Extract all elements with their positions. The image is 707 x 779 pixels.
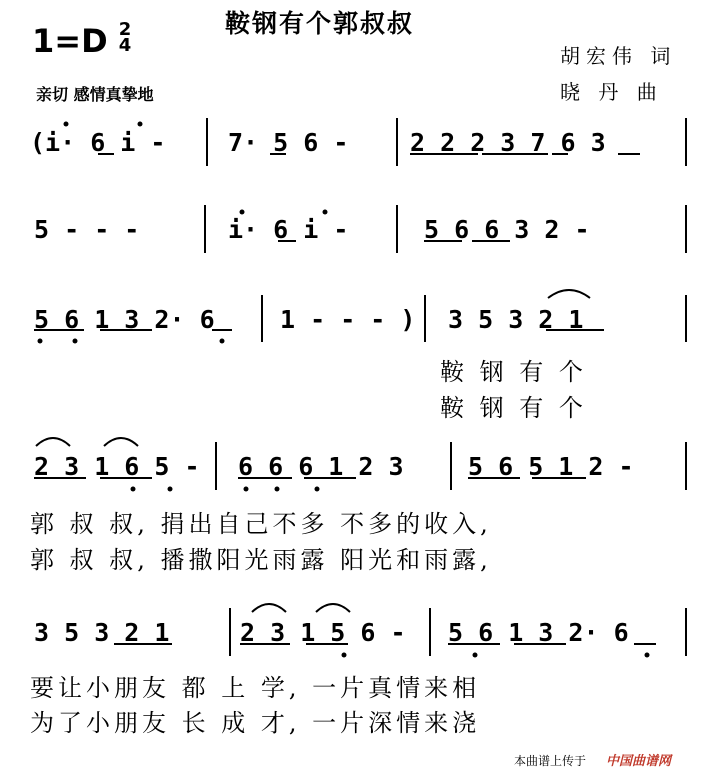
site-logo[interactable]: 中国曲谱网 xyxy=(606,754,672,769)
octave-dot xyxy=(38,339,43,344)
composer-credit: 晓 丹 曲 xyxy=(560,80,663,104)
octave-dot xyxy=(168,487,173,492)
measure: 2 3 1 5 6 - xyxy=(240,618,406,647)
measure: 5 6 1 3 2· 6 xyxy=(34,305,215,334)
lyric-line-1: 鞍 钢 有 个 xyxy=(440,358,587,386)
measure: 6 6 6 1 2 3 xyxy=(238,452,404,481)
upload-notice: 本曲谱上传于 xyxy=(514,754,587,768)
octave-dot xyxy=(315,487,320,492)
measure: 5 6 1 3 2· 6 xyxy=(448,618,629,647)
lyricist-credit: 胡宏伟 词 xyxy=(560,44,677,68)
lyric-line-1: 要让小朋友 都 上 学, 一片真情来相 xyxy=(30,674,481,702)
measure: 2 2 2 3 7 6 3 xyxy=(410,128,606,157)
slur xyxy=(104,438,138,446)
octave-dot xyxy=(342,653,347,658)
time-sig-denominator: 4 xyxy=(118,35,132,56)
measure: 2 3 1 6 5 - xyxy=(34,452,200,481)
song-title: 鞍钢有个郭叔叔 xyxy=(225,9,415,38)
octave-dot xyxy=(645,653,650,658)
measure: 3 5 3 2 1 xyxy=(34,618,170,647)
slur xyxy=(316,604,350,612)
octave-dot xyxy=(73,339,78,344)
measure: 5 6 5 1 2 - xyxy=(468,452,634,481)
octave-dot xyxy=(64,122,69,127)
time-sig-numerator: 2 xyxy=(118,19,132,40)
octave-dot xyxy=(323,210,328,215)
octave-dot xyxy=(244,487,249,492)
expression-marking: 亲切 感情真挚地 xyxy=(36,85,154,104)
lyric-line-1: 郭 叔 叔, 捐出自己不多 不多的收入, xyxy=(30,510,492,538)
lyric-line-2: 为了小朋友 长 成 才, 一片深情来浇 xyxy=(30,709,481,737)
octave-dot xyxy=(240,210,245,215)
measure: i· 6 i - xyxy=(228,215,349,244)
octave-dot xyxy=(138,122,143,127)
slur xyxy=(548,290,590,298)
lyric-line-2: 鞍 钢 有 个 xyxy=(440,394,587,422)
slur xyxy=(36,438,70,446)
octave-dot xyxy=(473,653,478,658)
measure: 3 5 3 2 1 xyxy=(448,305,584,334)
measure: 7· 5 6 - xyxy=(228,128,349,157)
octave-dot xyxy=(220,339,225,344)
measure: 5 6 6 3 2 - xyxy=(424,215,590,244)
measure: 1 - - - ) xyxy=(280,305,416,334)
slur xyxy=(252,604,286,612)
octave-dot xyxy=(275,487,280,492)
key-text: 1=D xyxy=(32,22,108,60)
octave-dot xyxy=(131,487,136,492)
measure: (i· 6 i - xyxy=(30,128,166,157)
measure: 5 - - - xyxy=(34,215,140,244)
lyric-line-2: 郭 叔 叔, 播撒阳光雨露 阳光和雨露, xyxy=(30,546,492,574)
